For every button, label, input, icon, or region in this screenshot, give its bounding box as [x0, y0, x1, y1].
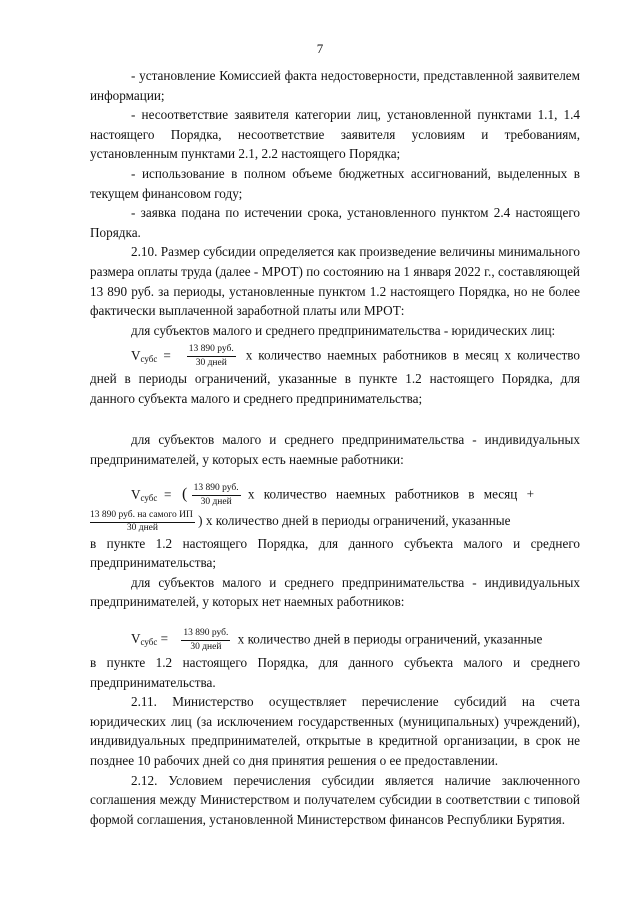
fraction-denominator: 30 дней — [190, 641, 222, 652]
paragraph-p7: для субъектов малого и среднего предпринимательства - индивидуальных предпринимателей, у которых есть наемные работники: — [90, 432, 580, 467]
paragraph-p5: 2.10. Размер субсидии определяется как произведение величины минимального размера оплаты труда (далее - МРОТ) по состоянию на 1 января 2022 г., составляющей 13 890 руб. за периоды, установленные пунктом 1.2 настоящего Порядка, но не более фактически выплаченной заработной платы или МРОТ: — [90, 244, 580, 319]
fraction-denominator: 30 дней — [200, 497, 232, 508]
formula-3-v — [131, 631, 171, 646]
formula-3 — [90, 628, 580, 653]
formula-2-v — [131, 487, 178, 502]
formula-2-continuation: в пункте 1.2 настоящего Порядка, для данного субъекта малого и среднего предпринимательства; — [90, 535, 580, 571]
formula-2-fraction-2 — [90, 510, 195, 534]
page-number: 7 — [316, 41, 324, 56]
fraction-numerator: 13 890 руб. — [181, 628, 230, 641]
fraction-numerator: 13 890 руб. — [187, 344, 236, 357]
formula-2-fraction — [192, 483, 241, 508]
v-subscript: субс — [140, 492, 158, 503]
formula-2-text: х количество дней в периоды ограничений, указанные — [205, 512, 511, 528]
paragraph-p4: - заявка подана по истечении срока, установленного пунктом 2.4 настоящего Порядка. — [90, 205, 580, 240]
formula-3-continuation: в пункте 1.2 настоящего Порядка, для данного субъекта малого и среднего предпринимательства. — [90, 655, 580, 690]
formula-2-middle-text: х количество наемных работников в месяц + — [247, 486, 535, 502]
formula-1-fraction — [187, 344, 236, 369]
open-paren: ( — [182, 485, 188, 503]
formula-3-fraction — [181, 628, 230, 653]
formula-2 — [90, 483, 580, 508]
fraction-numerator: 13 890 руб. — [192, 483, 241, 496]
v-letter: V — [131, 631, 141, 647]
equals-sign: = — [163, 486, 172, 502]
paragraph-p2: - несоответствие заявителя категории лиц, установленной пунктами 1.1, 1.4 настоящего Порядка, несоответствие заявителя условиям и требованиям, установленным пунктами 2.1, 2.2 настоящего Порядка; — [90, 107, 580, 162]
formula-1-text: х количество наемных работников в месяц х количество дней в периоды ограничений, указанные в пункте 1.2 настоящего Порядка, для данного субъекта малого и среднего предпринимательства; — [90, 347, 581, 407]
paragraph-p3: - использование в полном объеме бюджетных ассигнований, выделенных в текущем финансовом году; — [90, 165, 580, 201]
v-letter: V — [131, 486, 141, 502]
formula-2-line2 — [90, 510, 580, 534]
equals-sign: = — [160, 631, 169, 647]
document-body — [90, 66, 580, 829]
fraction-denominator-2: 30 дней — [126, 522, 158, 533]
equals-sign: = — [163, 347, 171, 363]
v-subscript: субс — [140, 353, 158, 364]
paragraph-p8: для субъектов малого и среднего предпринимательства - индивидуальных предпринимателей, у которых нет наемных работников: — [90, 574, 580, 610]
close-paren: ) — [198, 512, 203, 528]
paragraph-p1: - установление Комиссией факта недостоверности, представленной заявителем информации; — [90, 68, 580, 103]
paragraph-p10: 2.12. Условием перечисления субсидии является наличие заключенного соглашения между Министерством и получателем субсидии в соответствии с типовой формой соглашения, установленной Министерством финансов Республики Бурятия. — [90, 772, 580, 827]
formula-1 — [90, 340, 580, 408]
formula-1-v — [131, 348, 177, 363]
fraction-numerator-2: 13 890 руб. на самого ИП — [90, 510, 195, 523]
v-letter: V — [131, 347, 141, 363]
formula-3-text: х количество дней в периоды ограничений, указанные — [237, 631, 543, 647]
paragraph-p9: 2.11. Министерство осуществляет перечисление субсидий на счета юридических лиц (за исключением государственных (муниципальных) учреждений), индивидуальных предпринимателей, открытые в кредитной организации, в срок не позднее 10 рабочих дней со дня принятия решения о ее предоставлении. — [90, 694, 580, 768]
paragraph-p6: для субъектов малого и среднего предпринимательства - юридических лиц: — [131, 322, 556, 338]
fraction-denominator: 30 дней — [195, 358, 227, 369]
v-subscript: субс — [140, 637, 158, 648]
